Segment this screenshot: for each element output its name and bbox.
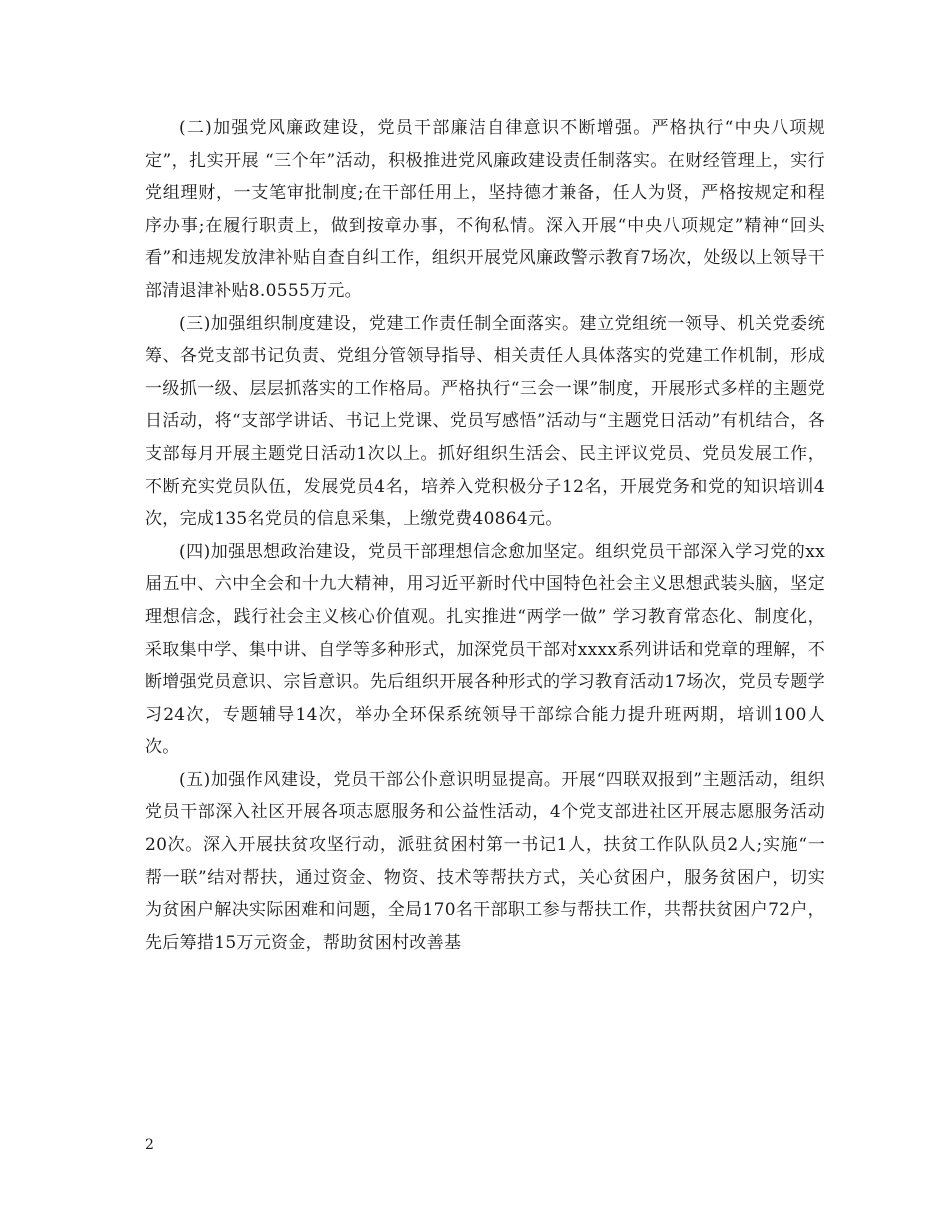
paragraph-ideological-political: (四)加强思想政治建设，党员干部理想信念愈加坚定。组织党员干部深入学习党的xx届五中、六中全会和十九大精神，用习近平新时代中国特色社会主义思想武装头脑，坚定理想信念，践行社会主义核心价值观。扎实推进“两学一做” 学习教育常态化、制度化，采取集中学、集中讲、自学等多种形式，加深党员干部对xxxx系列讲话和党章的理解，不断增强党员意识、宗旨意识。先后组织开展各种形式的学习教育活动17场次，党员专题学习24次，专题辅导14次，举办全环保系统领导干部综合能力提升班两期，培训100人次。 [145, 541, 825, 758]
page-number: 2 [145, 1137, 154, 1153]
paragraph-party-integrity: (二)加强党风廉政建设，党员干部廉洁自律意识不断增强。严格执行“中央八项规定”，扎实开展 “三个年”活动，积极推进党风廉政建设责任制落实。在财经管理上，实行党组理财，一支笔审批制度;在干部任用上，坚持德才兼备，任人为贤，严格按规定和程序办事;在履行职责上，做到按章办事，不徇私情。深入开展“中央八项规定”精神“回头看”和违规发放津补贴自查自纠工作，组织开展党风廉政警示教育7场次，处级以上领导干部清退津补贴8.0555万元。 [145, 118, 825, 301]
paragraph-organization-system: (三)加强组织制度建设，党建工作责任制全面落实。建立党组统一领导、机关党委统筹、各党支部书记负责、党组分管领导指导、相关责任人具体落实的党建工作机制，形成一级抓一级、层层抓落实的工作格局。严格执行“三会一课”制度，开展形式多样的主题党日活动，将“支部学讲话、书记上党课、党员写感悟”活动与“主题党日活动”有机结合，各支部每月开展主题党日活动1次以上。抓好组织生活会、民主评议党员、党员发展工作，不断充实党员队伍，发展党员4名，培养入党积极分子12名，开展党务和党的知识培训4次，完成135名党员的信息采集，上缴党费40864元。 [145, 313, 825, 530]
body-text [145, 112, 825, 959]
paragraph-work-style: (五)加强作风建设，党员干部公仆意识明显提高。开展“四联双报到”主题活动，组织党员干部深入社区开展各项志愿服务和公益性活动，4个党支部进社区开展志愿服务活动20次。深入开展扶贫攻坚行动，派驻贫困村第一书记1人，扶贫工作队队员2人;实施“一帮一联”结对帮扶，通过资金、物资、技术等帮扶方式，关心贫困户，服务贫困户，切实为贫困户解决实际困难和问题，全局170名干部职工参与帮扶工作，共帮扶贫困户72户，先后筹措15万元资金，帮助贫困村改善基 [145, 769, 825, 953]
